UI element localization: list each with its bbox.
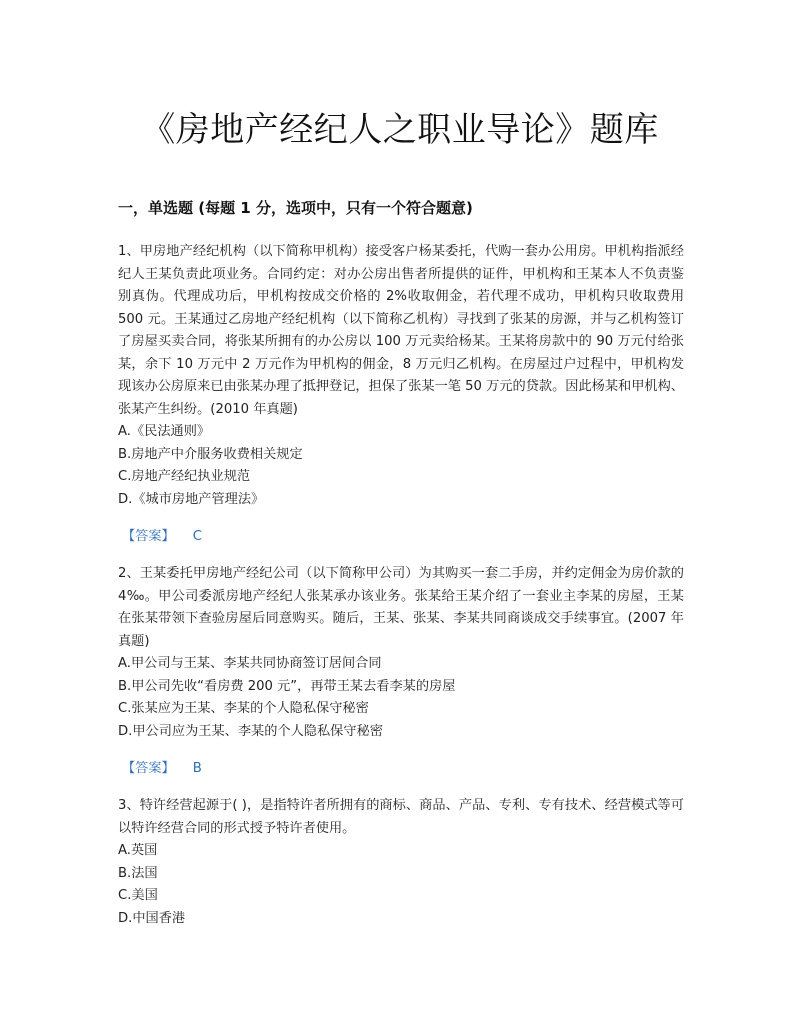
question-1: [118, 241, 684, 563]
answer-value: C: [192, 529, 202, 544]
document-title: 《房地产经纪人之职业导论》题库: [141, 110, 659, 150]
question-2-option-b: B.甲公司先收“看房费 200 元”，再带王某去看李某的房屋: [118, 678, 456, 694]
question-2-option-c: C.张某应为王某、李某的个人隐私保守秘密: [118, 701, 369, 716]
question-2: [118, 563, 684, 795]
question-1-option-d: D.《城市房地产管理法》: [118, 491, 265, 507]
question-3-option-c: C.美国: [118, 888, 158, 903]
question-1-option-c: C.房地产经纪执业规范: [118, 469, 251, 484]
question-2-stem: 2、王某委托甲房地产经纪公司（以下简称甲公司）为其购买一套二手房，并约定佣金为房价款的 4‰。甲公司委派房地产经纪人张某承办该业务。张某给王某介绍了一套业主李某的房屋，王某在张某带领下查验房屋后同意购买。随后，王某、张某、李某共同商谈成交手续事宜。(2007 年真题): [118, 566, 684, 649]
question-1-option-b: B.房地产中介服务收费相关规定: [118, 446, 303, 462]
question-3-stem: 3、特许经营起源于( )，是指特许者所拥有的商标、商品、产品、专利、专有技术、经营模式等可以特许经营合同的形式授予特许者使用。: [118, 798, 684, 836]
answer-value: B: [192, 761, 202, 776]
question-list: [118, 241, 684, 930]
question-3: [118, 795, 684, 930]
question-1-answer: [118, 526, 684, 548]
section-heading: 一，单选题 (每题 1 分，选项中，只有一个符合题意): [118, 199, 473, 217]
answer-label: 【答案】: [122, 529, 175, 544]
question-3-option-a: A.英国: [118, 843, 158, 858]
question-1-stem: 1、甲房地产经纪机构（以下简称甲机构）接受客户杨某委托，代购一套办公用房。甲机构指派经纪人王某负责此项业务。合同约定：对办公房出售者所提供的证件，甲机构和王某本人不负责鉴别真伪。代理成功后，甲机构按成交价格的 2%收取佣金，若代理不成功，甲机构只收取费用 500 元。王某通过乙房地产经纪机构（以下简称乙机构）寻找到了张某的房源，并与乙机构签订了房屋买卖合同，将张某所拥有的办公房以 100 万元卖给杨某。王某将房款中的 90 万元付给张某，余下 10 万元中 2 万元作为甲机构的佣金，8 万元归乙机构。在房屋过户过程中，甲机构发现该办公房原来已由张某办理了抵押登记，担保了张某一笔 50 万元的贷款。因此杨某和甲机构、张某产生纠纷。(2010 年真题): [118, 244, 684, 417]
question-3-option-d: D.中国香港: [118, 910, 186, 926]
question-2-answer: [118, 758, 684, 780]
answer-label: 【答案】: [122, 761, 175, 776]
question-1-option-a: A.《民法通则》: [118, 424, 211, 439]
question-2-option-a: A.甲公司与王某、李某共同协商签订居间合同: [118, 656, 382, 671]
question-2-option-d: D.甲公司应为王某、李某的个人隐私保守秘密: [118, 723, 383, 739]
question-3-option-b: B.法国: [118, 865, 158, 881]
